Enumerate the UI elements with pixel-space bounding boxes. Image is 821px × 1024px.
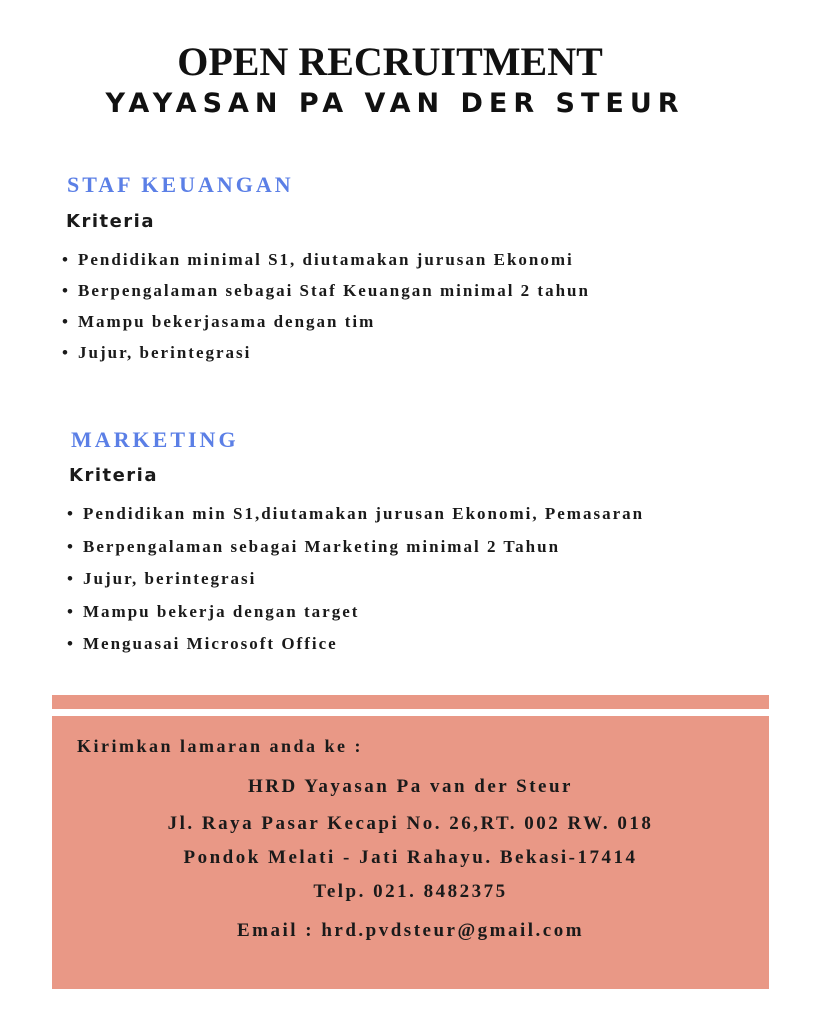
criteria-list-marketing — [67, 498, 644, 661]
list-item: • Berpengalaman sebagai Staf Keuangan minimal 2 tahun — [62, 275, 590, 306]
bullet-icon: • — [67, 536, 75, 556]
criteria-label-marketing: Kriteria — [69, 465, 159, 486]
list-item: • Mampu bekerja dengan target — [67, 596, 644, 629]
bullet-icon: • — [62, 281, 70, 300]
bullet-icon: • — [62, 343, 70, 362]
contact-address-line2: Pondok Melati - Jati Rahayu. Bekasi-17414 — [183, 847, 638, 868]
bullet-icon: • — [67, 569, 75, 588]
contact-phone: Telp. 021. 8482375 — [313, 881, 508, 902]
organization-subtitle: YAYASAN PA VAN DER STEUR — [105, 88, 685, 119]
list-item: • Pendidikan min S1,diutamakan jurusan Ekonomi, Pemasaran — [67, 498, 644, 531]
contact-email: Email : hrd.pvdsteur@gmail.com — [236, 920, 585, 941]
contact-address-line1: Jl. Raya Pasar Kecapi No. 26,RT. 002 RW. 018 — [167, 813, 654, 834]
contact-band-stripe — [52, 695, 769, 709]
contact-organization: HRD Yayasan Pa van der Steur — [248, 776, 573, 797]
list-item: • Jujur, berintegrasi — [67, 563, 644, 596]
bullet-icon: • — [62, 250, 70, 269]
contact-intro: Kirimkan lamaran anda ke : — [77, 736, 364, 756]
bullet-icon: • — [67, 601, 75, 621]
section-title-staf-keuangan: STAF KEUANGAN — [67, 172, 294, 197]
list-item: • Jujur, berintegrasi — [62, 337, 590, 368]
list-item: • Mampu bekerjasama dengan tim — [62, 306, 590, 337]
criteria-list-staf-keuangan — [62, 244, 590, 368]
section-title-marketing: MARKETING — [71, 427, 239, 452]
bullet-icon: • — [67, 634, 75, 653]
list-item: • Menguasai Microsoft Office — [67, 628, 644, 661]
bullet-icon: • — [67, 504, 75, 523]
list-item: • Berpengalaman sebagai Marketing minimal 2 Tahun — [67, 531, 644, 564]
list-item: • Pendidikan minimal S1, diutamakan jurusan Ekonomi — [62, 244, 590, 275]
bullet-icon: • — [62, 312, 70, 331]
page-title: OPEN RECRUITMENT — [177, 39, 603, 84]
criteria-label-staf-keuangan: Kriteria — [66, 211, 156, 232]
